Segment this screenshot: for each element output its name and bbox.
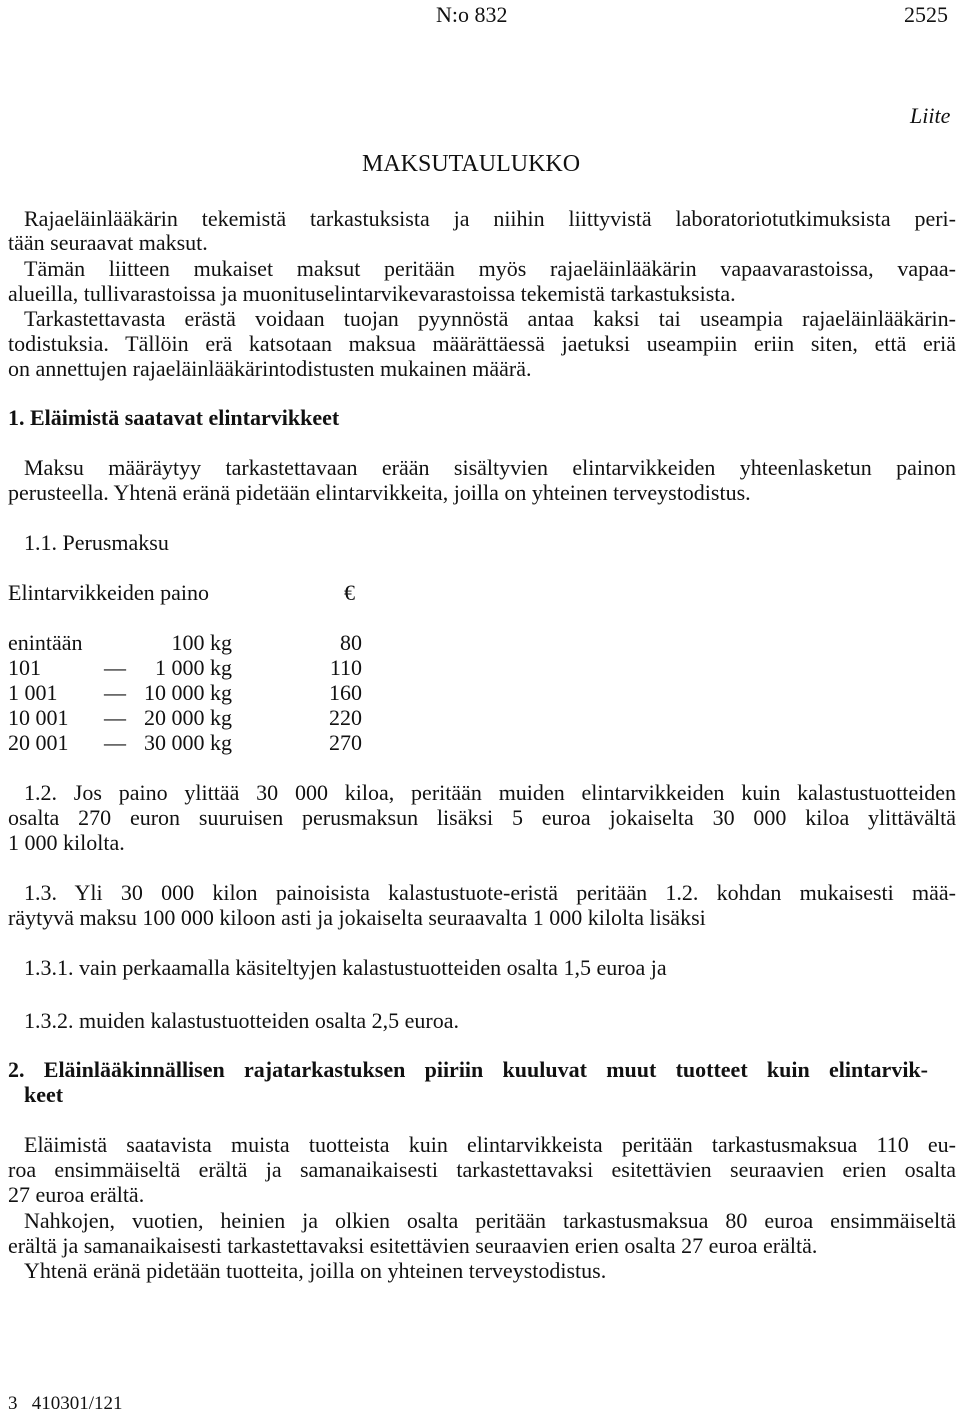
fee-value: 80 <box>340 630 362 655</box>
range-dash: — <box>104 705 126 730</box>
intro-p2-line1: Tämän liitteen mukaiset maksut peritään myös rajaeläinlääkärin vapaavarastoissa, vapaa- <box>24 256 956 281</box>
subsection-1-1-heading: 1.1. Perusmaksu <box>24 530 169 555</box>
weight-from: 10 001 <box>8 705 69 730</box>
p132: 1.3.2. muiden kalastustuotteiden osalta 2,5 euroa. <box>24 1008 460 1033</box>
section1-heading: 1. Eläimistä saatavat elintarvikkeet <box>8 405 340 430</box>
p131: 1.3.1. vain perkaamalla käsiteltyjen kalastustuotteiden osalta 1,5 euroa ja <box>24 955 667 980</box>
intro-p2-line2: alueilla, tullivarastoissa ja muonituselintarvikevarastoissa tekemistä tarkastuksista. <box>8 281 736 306</box>
p12-line2: osalta 270 euron suuruisen perusmaksun lisäksi 5 euroa jokaiselta 30 000 kiloa ylittävältä <box>8 805 956 830</box>
intro-p3-line3: on annettujen rajaeläinlääkärintodistusten mukainen määrä. <box>8 356 532 381</box>
fee-value: 270 <box>329 730 362 755</box>
section2-p2-line1: Nahkojen, vuotien, heinien ja olkien osalta peritään tarkastusmaksua 80 euroa ensimmäiseltä <box>24 1208 956 1233</box>
weight-from: 20 001 <box>8 730 69 755</box>
page-title: MAKSUTAULUKKO <box>362 151 581 177</box>
weight-from: 101 <box>8 655 41 680</box>
section2-heading-line1: 2. Eläinlääkinnällisen rajatarkastuksen piiriin kuuluvat muut tuotteet kuin elintarvik- <box>8 1057 928 1082</box>
intro-p1-line1: Rajaeläinlääkärin tekemistä tarkastuksista ja niihin liittyvistä laboratoriotutkimuksista peri- <box>24 206 956 231</box>
section2-p3: Yhtenä eränä pidetään tuotteita, joilla on yhteinen terveystodistus. <box>24 1258 607 1283</box>
section2-p2-line2: erältä ja samanaikaisesti tarkastettavaksi esitettävien seuraavien erien osalta 27 euroa erältä. <box>8 1233 818 1258</box>
p12-line3: 1 000 kilolta. <box>8 830 125 855</box>
document-number: N:o 832 <box>436 2 508 27</box>
section2-heading-line2: keet <box>24 1082 64 1107</box>
p13-line2: räytyvä maksu 100 000 kiloon asti ja jokaiselta seuraavalta 1 000 kilolta lisäksi <box>8 905 706 930</box>
appendix-label: Liite <box>910 103 951 128</box>
table-column-label: Elintarvikkeiden paino <box>8 580 209 605</box>
footer-code: 3 410301/121 <box>8 1393 123 1414</box>
p13-line1: 1.3. Yli 30 000 kilon painoisista kalastustuote-eristä peritään 1.2. kohdan mukaisesti mää- <box>24 880 956 905</box>
section2-p1-line1: Eläimistä saatavista muista tuotteista kuin elintarvikkeista peritään tarkastusmaksua 110 eu- <box>24 1132 956 1157</box>
fee-value: 220 <box>329 705 362 730</box>
weight-to: 1 000 kg <box>155 655 232 680</box>
fee-value: 110 <box>329 655 362 680</box>
intro-p3-line1: Tarkastettavasta erästä voidaan tuojan pyynnöstä antaa kaksi tai useampia rajaeläinlääkärin- <box>24 306 956 331</box>
weight-to: 30 000 kg <box>144 730 232 755</box>
section2-p1-line2: roa ensimmäiseltä erältä ja samanaikaisesti tarkastettavaksi esitettävien seuraavien erien osalta <box>8 1157 956 1182</box>
section1-p-line2: perusteella. Yhtenä eränä pidetään elintarvikkeita, joilla on yhteinen terveystodistus. <box>8 480 751 505</box>
weight-from: enintään <box>8 630 83 655</box>
intro-p3-line2: todistuksia. Tällöin erä katsotaan maksua määrättäessä jaetuksi useampiin eriin siten, että eriä <box>8 331 956 356</box>
section2-p1-line3: 27 euroa erältä. <box>8 1182 145 1207</box>
weight-to: 10 000 kg <box>144 680 232 705</box>
intro-p1-line2: tään seuraavat maksut. <box>8 230 208 255</box>
weight-to: 20 000 kg <box>144 705 232 730</box>
weight-to: 100 kg <box>171 630 232 655</box>
p12-line1: 1.2. Jos paino ylittää 30 000 kiloa, peritään muiden elintarvikkeiden kuin kalastustuotteiden <box>24 780 956 805</box>
range-dash: — <box>104 655 126 680</box>
section1-p-line1: Maksu määräytyy tarkastettavaan erään sisältyvien elintarvikkeiden yhteenlasketun painon <box>24 455 956 480</box>
euro-icon: € <box>344 580 355 605</box>
range-dash: — <box>104 730 126 755</box>
range-dash: — <box>104 680 126 705</box>
page-number: 2525 <box>904 2 948 27</box>
weight-from: 1 001 <box>8 680 58 705</box>
fee-value: 160 <box>329 680 362 705</box>
